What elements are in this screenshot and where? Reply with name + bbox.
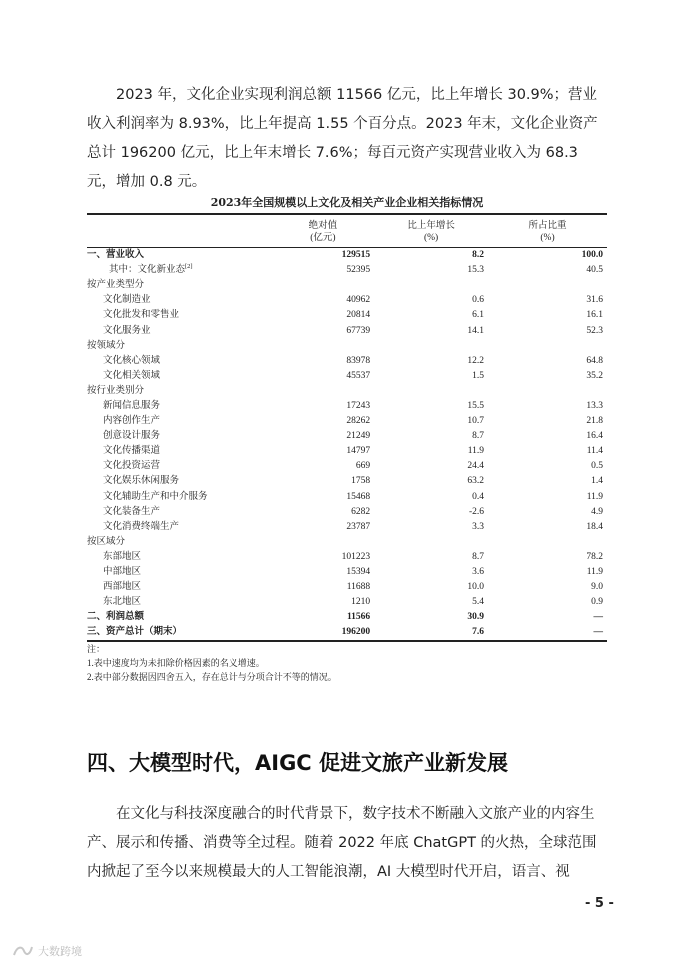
cell-growth: 1.5 <box>472 370 485 381</box>
row-label: 一、营业收入 <box>87 250 145 261</box>
table-row <box>87 520 607 535</box>
row-label: 新闻信息服务 <box>103 400 161 411</box>
row-label: 文化消费终端生产 <box>103 521 180 532</box>
row-label: 文化核心领域 <box>103 355 161 366</box>
cell-absolute-value <box>272 535 375 550</box>
cell-growth <box>374 278 488 293</box>
cell-growth <box>374 339 488 354</box>
row-label: 文化批发和零售业 <box>103 310 180 321</box>
cell-share: 35.2 <box>586 370 603 381</box>
table-row <box>87 399 607 414</box>
cell-growth: 30.9 <box>467 612 485 623</box>
row-label: 文化制造业 <box>103 295 151 306</box>
section-heading: 四、大模型时代，AIGC 促进文旅产业新发展 <box>87 751 509 775</box>
cell-growth: 63.2 <box>467 476 485 487</box>
note-heading: 注： <box>87 644 106 654</box>
cell-growth: 12.2 <box>467 355 485 366</box>
table-row <box>87 323 607 338</box>
cell-absolute-value: 15468 <box>346 491 371 502</box>
cell-share <box>488 339 607 354</box>
row-label: 文化相关领域 <box>103 370 161 381</box>
cell-share: 16.4 <box>586 431 603 442</box>
cell-growth: 10.7 <box>467 416 485 427</box>
cell-growth: -2.6 <box>468 506 485 517</box>
row-label: 按区域分 <box>87 536 126 547</box>
table-row <box>87 354 607 369</box>
table-row <box>87 248 607 264</box>
cell-absolute-value: 67739 <box>346 325 371 336</box>
row-label: 文化投资运营 <box>103 461 161 472</box>
cell-share: 11.9 <box>586 567 603 578</box>
cell-absolute-value: 15394 <box>346 567 371 578</box>
table-row <box>87 459 607 474</box>
cell-absolute-value: 17243 <box>346 400 371 411</box>
table-header <box>87 214 607 248</box>
cell-absolute-value: 28262 <box>346 416 371 427</box>
table-row <box>87 535 607 550</box>
cell-growth: 8.7 <box>472 551 485 562</box>
cell-growth: 0.6 <box>472 295 485 306</box>
cell-share: 52.3 <box>586 325 603 336</box>
indicator-table <box>87 213 607 642</box>
cell-share: 64.8 <box>586 355 603 366</box>
row-label: 其中：文化新业态[2] <box>109 262 193 276</box>
intro-paragraph: 2023 年，文化企业实现利润总额 11566 亿元，比上年增长 30.9%；营业收入利润率为 8.93%，比上年提高 1.55 个百分点。2023 年末，文化企业资产总计 196200 亿元，比上年末增长 7.6%；每百元资产实现营业收入为 68.3 元，增加 0.8 元。 <box>87 87 598 190</box>
cell-growth: 11.9 <box>467 446 485 457</box>
cell-absolute-value: 83978 <box>346 355 371 366</box>
cell-absolute-value <box>272 278 375 293</box>
table-row <box>87 308 607 323</box>
cell-share: 11.4 <box>586 446 603 457</box>
cell-share: 16.1 <box>586 310 603 321</box>
cell-share: 9.0 <box>591 582 603 593</box>
row-label: 中部地区 <box>103 567 142 578</box>
cell-growth: 15.3 <box>467 265 485 276</box>
cell-share: 100.0 <box>581 250 603 261</box>
cell-growth <box>374 384 488 399</box>
cell-growth: 0.4 <box>472 491 485 502</box>
table-row <box>87 565 607 580</box>
cell-growth: 15.5 <box>467 400 485 411</box>
row-label: 按领域分 <box>87 340 126 351</box>
row-label: 二、利润总额 <box>87 612 145 623</box>
cell-absolute-value: 129515 <box>341 250 371 261</box>
row-label: 文化装备生产 <box>103 506 161 517</box>
table-row <box>87 595 607 610</box>
cell-share: 31.6 <box>586 295 603 306</box>
table-row <box>87 429 607 444</box>
row-label: 内容创作生产 <box>103 416 161 427</box>
table-row <box>87 293 607 308</box>
table-row <box>87 550 607 565</box>
row-label: 文化服务业 <box>103 325 151 336</box>
cell-absolute-value: 101223 <box>341 551 371 562</box>
cell-share: 1.4 <box>591 476 603 487</box>
cell-growth: 6.1 <box>472 310 485 321</box>
row-label: 按行业类别分 <box>87 385 145 396</box>
cell-share: 21.8 <box>586 416 603 427</box>
table-row <box>87 444 607 459</box>
cell-absolute-value: 45537 <box>346 370 371 381</box>
cell-share: — <box>593 627 603 638</box>
header-growth: 比上年增长 (%) <box>407 221 455 243</box>
cell-absolute-value: 1758 <box>351 476 371 487</box>
table-body <box>87 248 607 642</box>
cell-absolute-value: 23787 <box>346 521 371 532</box>
table-row <box>87 339 607 354</box>
table-row <box>87 369 607 384</box>
row-label: 文化辅助生产和中介服务 <box>103 491 208 502</box>
watermark-text: 大数跨境 <box>38 945 82 958</box>
cell-growth <box>374 535 488 550</box>
table-notes <box>87 642 607 684</box>
table-row <box>87 490 607 505</box>
cell-absolute-value: 6282 <box>351 506 371 517</box>
row-label: 文化传播渠道 <box>103 446 161 457</box>
cell-growth: 7.6 <box>472 627 485 638</box>
cell-absolute-value: 669 <box>355 461 371 472</box>
table-row <box>87 384 607 399</box>
cell-absolute-value <box>272 384 375 399</box>
page-number: - 5 - <box>585 896 614 911</box>
footnote-marker: [2] <box>185 262 193 270</box>
cell-absolute-value: 196200 <box>341 627 371 638</box>
table-row <box>87 610 607 625</box>
table-title: 2023年全国规模以上文化及相关产业企业相关指标情况 <box>210 196 484 209</box>
table-row <box>87 474 607 489</box>
row-label: 按产业类型分 <box>87 280 145 291</box>
cell-share: 40.5 <box>586 265 603 276</box>
row-label: 文化娱乐休闲服务 <box>103 476 180 487</box>
note-2: 2.表中部分数据因四舍五入，存在总计与分项合计不等的情况。 <box>87 672 337 682</box>
cell-absolute-value: 52395 <box>346 265 371 276</box>
cell-share: 11.9 <box>586 491 603 502</box>
cell-absolute-value: 40962 <box>346 295 371 306</box>
cell-share <box>488 535 607 550</box>
cell-share: 0.9 <box>591 597 603 608</box>
table-row <box>87 625 607 641</box>
cell-growth: 24.4 <box>467 461 485 472</box>
table-row <box>87 278 607 293</box>
cell-share: 13.3 <box>586 400 603 411</box>
header-blank <box>87 214 272 248</box>
row-label: 三、资产总计（期末） <box>87 627 183 638</box>
cell-share <box>488 278 607 293</box>
table-row <box>87 580 607 595</box>
row-label: 创意设计服务 <box>103 431 161 442</box>
cell-absolute-value: 14797 <box>346 446 371 457</box>
cell-share: 0.5 <box>591 461 603 472</box>
cell-share: 18.4 <box>586 521 603 532</box>
cell-share: — <box>593 612 603 623</box>
cell-absolute-value: 11688 <box>346 582 371 593</box>
note-1: 1.表中速度均为未扣除价格因素的名义增速。 <box>87 658 265 668</box>
cell-share <box>488 384 607 399</box>
row-label: 东北地区 <box>103 597 142 608</box>
table-row <box>87 505 607 520</box>
cell-share: 4.9 <box>591 506 603 517</box>
cell-growth: 5.4 <box>472 597 485 608</box>
row-label: 西部地区 <box>103 582 142 593</box>
watermark <box>12 943 82 959</box>
cell-absolute-value: 21249 <box>346 431 371 442</box>
row-label: 东部地区 <box>103 551 142 562</box>
watermark-logo-icon <box>12 943 34 959</box>
cell-growth: 3.6 <box>472 567 485 578</box>
header-share: 所占比重 (%) <box>528 221 567 243</box>
cell-growth: 8.2 <box>472 250 485 261</box>
cell-growth: 3.3 <box>472 521 485 532</box>
cell-growth: 10.0 <box>467 582 485 593</box>
header-absolute-value: 绝对值 (亿元) <box>308 221 338 243</box>
cell-absolute-value: 1210 <box>351 597 371 608</box>
cell-absolute-value <box>272 339 375 354</box>
cell-absolute-value: 20814 <box>346 310 371 321</box>
table-row <box>87 414 607 429</box>
cell-growth: 14.1 <box>467 325 485 336</box>
cell-growth: 8.7 <box>472 431 485 442</box>
cell-absolute-value: 11566 <box>346 612 371 623</box>
cell-share: 78.2 <box>586 551 603 562</box>
section-paragraph: 在文化与科技深度融合的时代背景下，数字技术不断融入文旅产业的内容生产、展示和传播、消费等全过程。随着 2022 年底 ChatGPT 的火热，全球范围内掀起了至今以来规模最大的人工智能浪潮，AI 大模型时代开启，语言、视 <box>87 806 597 880</box>
table-row <box>87 263 607 278</box>
